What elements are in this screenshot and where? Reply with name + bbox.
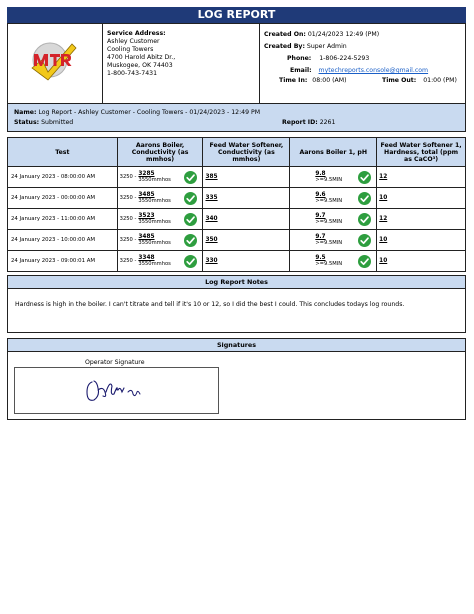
report-id-label: Report ID: — [282, 119, 318, 126]
col-softener-hardness: Feed Water Softener 1, Hardness, total (ppm as CaCO³) — [377, 138, 466, 167]
boiler-conductivity-value: 3485 — [138, 233, 155, 240]
name-label: Name: — [14, 109, 37, 116]
boiler-conductivity-cell — [117, 167, 203, 188]
range-max: 3550mmhos — [138, 219, 171, 225]
hardness-cell — [377, 230, 466, 251]
hardness-value: 10 — [379, 237, 388, 243]
check-circle-icon — [358, 255, 371, 268]
range-min: 3250 - — [119, 216, 137, 222]
customer-phone: 1-800-743-7431 — [107, 70, 158, 77]
table-row — [8, 188, 466, 209]
report-title: LOG REPORT — [7, 7, 466, 23]
boiler-conductivity-value: 3348 — [138, 254, 155, 261]
signatures-title: Signatures — [8, 339, 465, 352]
test-time: 24 January 2023 - 09:00:01 AM — [8, 251, 118, 272]
status-value: Submitted — [41, 119, 74, 126]
range-max: 3550mmhos — [138, 261, 171, 267]
range-min: 3250 - — [119, 237, 137, 243]
test-time: 24 January 2023 - 08:00:00 AM — [8, 167, 118, 188]
ph-range: >=9.5MIN — [315, 198, 343, 204]
operator-signature-image — [80, 376, 150, 406]
softener-conductivity-value: 340 — [205, 216, 218, 222]
service-address — [103, 24, 260, 103]
report-header — [7, 23, 466, 104]
range-max: 3550mmhos — [138, 198, 171, 204]
test-time: 24 January 2023 - 11:00:00 AM — [8, 209, 118, 230]
time-in-value: 08:00 (AM) — [312, 77, 347, 84]
report-name: Log Report - Ashley Customer - Cooling Towers - 01/24/2023 - 12:49 PM — [38, 109, 261, 116]
table-row — [8, 251, 466, 272]
created-by-value: Super Admin — [306, 43, 347, 50]
operator-signature-label: Operator Signature — [85, 359, 145, 366]
check-circle-icon — [184, 255, 197, 268]
notes-section — [7, 275, 466, 333]
hardness-cell — [377, 188, 466, 209]
logo-cell — [8, 24, 103, 103]
col-boiler-ph: Aarons Boiler 1, pH — [290, 138, 377, 167]
created-by-label: Created By: — [264, 43, 305, 50]
boiler-conductivity-cell — [117, 230, 203, 251]
time-in-label: Time In: — [279, 77, 308, 84]
ph-value: 9.8 — [315, 170, 326, 177]
phone-label: Phone: — [287, 55, 312, 62]
check-circle-icon — [358, 213, 371, 226]
softener-conductivity-cell — [203, 209, 290, 230]
range-min: 3250 - — [119, 174, 137, 180]
company-logo — [28, 38, 80, 84]
boiler-conductivity-cell — [117, 188, 203, 209]
boiler-conductivity-cell — [117, 251, 203, 272]
check-circle-icon — [184, 192, 197, 205]
boiler-ph-cell — [290, 167, 377, 188]
email-link[interactable]: mytechreports.console@gmail.com — [318, 67, 429, 74]
service-address-label: Service Address: — [107, 30, 166, 37]
site-name: Cooling Towers — [107, 46, 154, 53]
test-time: 24 January 2023 - 00:00:00 AM — [8, 188, 118, 209]
notes-title: Log Report Notes — [8, 276, 465, 289]
hardness-cell — [377, 251, 466, 272]
report-info — [260, 24, 465, 103]
range-min: 3250 - — [119, 258, 137, 264]
boiler-conductivity-value: 3523 — [138, 212, 155, 219]
hardness-value: 10 — [379, 258, 388, 264]
table-row — [8, 230, 466, 251]
check-circle-icon — [358, 192, 371, 205]
ph-value: 9.7 — [315, 212, 326, 219]
hardness-value: 12 — [379, 216, 388, 222]
hardness-cell — [377, 167, 466, 188]
time-out-value: 01:00 (PM) — [423, 77, 457, 84]
report-id-value: 2261 — [319, 119, 336, 126]
softener-conductivity-value: 350 — [205, 237, 218, 243]
test-time: 24 January 2023 - 10:00:00 AM — [8, 230, 118, 251]
ph-value: 9.6 — [315, 191, 326, 198]
boiler-conductivity-value: 3285 — [138, 170, 155, 177]
boiler-ph-cell — [290, 209, 377, 230]
log-table — [7, 137, 466, 272]
range-max: 3550mmhos — [138, 177, 171, 183]
boiler-ph-cell — [290, 188, 377, 209]
range-max: 3550mmhos — [138, 240, 171, 246]
table-row — [8, 209, 466, 230]
log-table-header — [8, 138, 466, 167]
customer-name: Ashley Customer — [107, 38, 160, 45]
col-softener-conductivity: Feed Water Softener, Conductivity (as mmhos) — [203, 138, 290, 167]
softener-conductivity-cell — [203, 251, 290, 272]
hardness-value: 10 — [379, 195, 388, 201]
email-label: Email: — [290, 67, 312, 74]
softener-conductivity-cell — [203, 167, 290, 188]
check-circle-icon — [358, 234, 371, 247]
boiler-conductivity-value: 3485 — [138, 191, 155, 198]
ph-range: >=9.5MIN — [315, 177, 343, 183]
softener-conductivity-value: 385 — [205, 174, 218, 180]
check-circle-icon — [184, 234, 197, 247]
ph-range: >=9.5MIN — [315, 261, 343, 267]
col-boiler-conductivity: Aarons Boiler, Conductivity (as mmhos) — [117, 138, 203, 167]
check-circle-icon — [358, 171, 371, 184]
col-test: Test — [8, 138, 118, 167]
created-on-label: Created On: — [264, 31, 306, 38]
ph-value: 9.7 — [315, 233, 326, 240]
city-state-zip: Muskogee, OK 74403 — [107, 62, 173, 69]
table-row — [8, 167, 466, 188]
notes-text: Hardness is high in the boiler. I can't titrate and tell if it's 10 or 12, so I did the best I could. This concludes todays log rounds. — [15, 301, 405, 308]
status-label: Status: — [14, 119, 40, 126]
softener-conductivity-value: 330 — [205, 258, 218, 264]
ph-range: >=9.5MIN — [315, 219, 343, 225]
hardness-value: 12 — [379, 174, 388, 180]
created-on-value: 01/24/2023 12:49 (PM) — [307, 31, 380, 38]
boiler-ph-cell — [290, 251, 377, 272]
phone-value: 1-806-224-5293 — [319, 55, 370, 62]
softener-conductivity-cell — [203, 188, 290, 209]
street-address: 4700 Harold Abitz Dr., — [107, 54, 176, 61]
report-summary — [7, 104, 466, 132]
hardness-cell — [377, 209, 466, 230]
ph-range: >=9.5MIN — [315, 240, 343, 246]
check-circle-icon — [184, 171, 197, 184]
boiler-conductivity-cell — [117, 209, 203, 230]
ph-value: 9.5 — [315, 254, 326, 261]
operator-signature-box — [14, 367, 219, 414]
softener-conductivity-cell — [203, 230, 290, 251]
boiler-ph-cell — [290, 230, 377, 251]
signatures-section — [7, 338, 466, 420]
range-min: 3250 - — [119, 195, 137, 201]
softener-conductivity-value: 335 — [205, 195, 218, 201]
time-out-label: Time Out: — [382, 77, 417, 84]
check-circle-icon — [184, 213, 197, 226]
